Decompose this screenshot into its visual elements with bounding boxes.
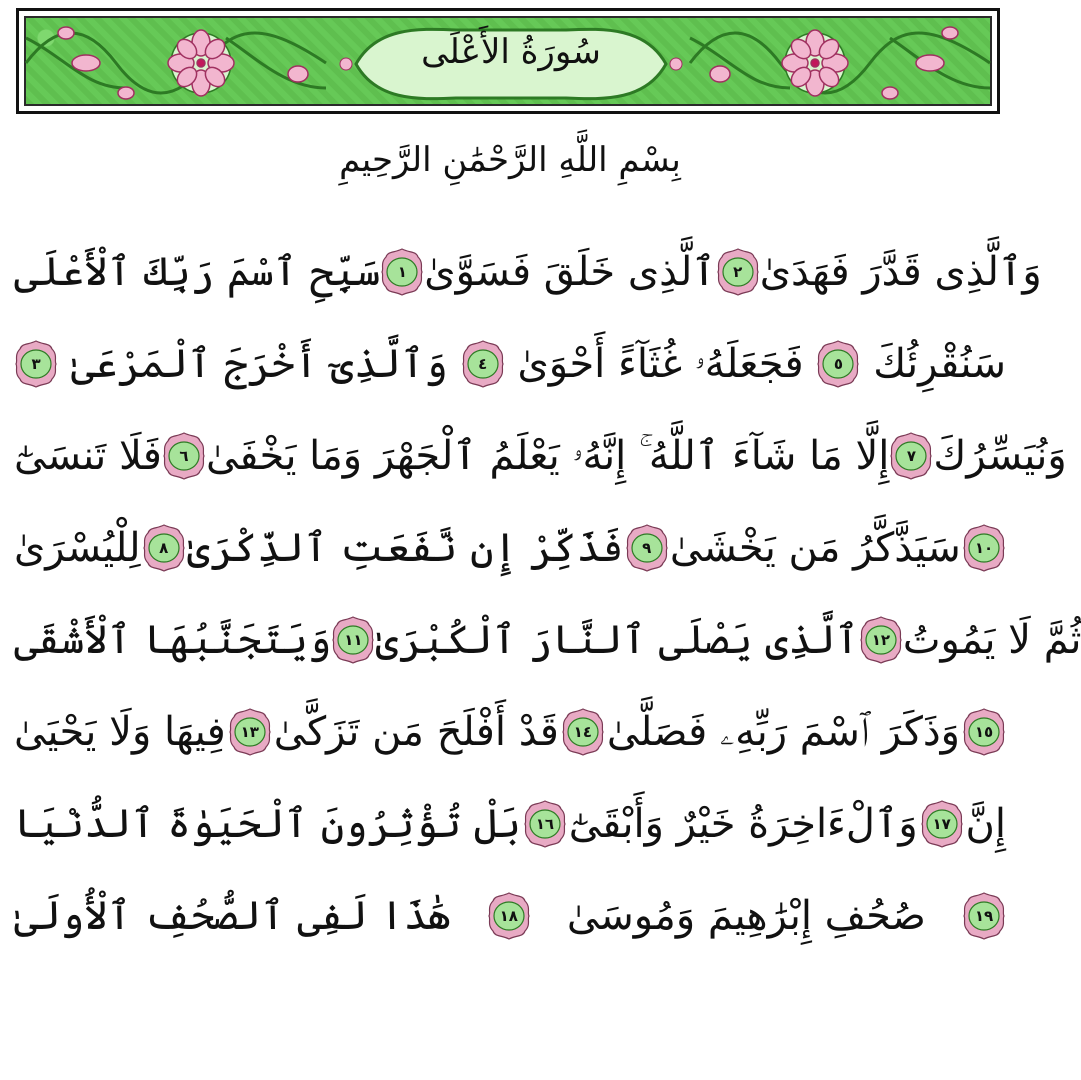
verse-line (14, 226, 1042, 318)
ayah-number-marker (716, 247, 760, 297)
verse-line (14, 502, 1006, 594)
banner-ornament (24, 16, 992, 106)
verse-text: صُحُفِ إِبْرَٰهِيمَ وَمُوسَىٰ (566, 893, 926, 939)
verse-text: سَنُقْرِئُكَ (873, 341, 1006, 387)
surah-header-banner (16, 8, 1000, 114)
verse-text: هَٰذَا لَفِى ٱلصُّحُفِ ٱلْأُولَىٰ (14, 893, 451, 939)
verse-text: إِلَّا مَا شَآءَ ٱللَّهُ ۚ إِنَّهُۥ يَعْلَمُ ٱلْجَهْرَ وَمَا يَخْفَىٰ (205, 433, 890, 479)
ayah-number: ٤ (478, 355, 488, 373)
ayah-number: ١٩ (974, 907, 994, 925)
verse-text: وَيَتَجَنَّبُهَا ٱلْأَشْقَى (14, 617, 332, 663)
verse-text: وَٱلَّذِى قَدَّرَ فَهَدَىٰ (759, 249, 1042, 295)
ayah-number: ٦ (179, 447, 189, 465)
ayah-number: ٥ (833, 355, 844, 373)
ayah-number-marker (962, 707, 1006, 757)
right-floral-ornament (690, 18, 990, 108)
ayah-number-marker (14, 339, 58, 389)
ayah-number: ١٢ (871, 631, 891, 649)
ayah-number: ١١ (344, 631, 363, 649)
ayah-number: ١٨ (499, 907, 518, 925)
verse-text: فِيهَا وَلَا يَحْيَىٰ (14, 709, 226, 755)
verse-line (14, 778, 1006, 870)
ayah-number-marker (859, 615, 903, 665)
ayah-number-marker (487, 891, 531, 941)
ayah-number-marker (461, 339, 505, 389)
verse-text: قَدْ أَفْلَحَ مَن تَزَكَّىٰ (273, 709, 559, 755)
verse-text: سَيَذَّكَّرُ مَن يَخْشَىٰ (669, 525, 961, 571)
ayah-number-marker (331, 615, 375, 665)
ayah-number-marker (228, 707, 272, 757)
verse-line (14, 594, 1081, 686)
verse-text: لِلْيُسْرَىٰ (14, 525, 141, 571)
verse-text: ثُمَّ لَا يَمُوتُ (902, 617, 1081, 663)
ayah-number: ١٤ (573, 723, 592, 741)
ayah-number: ١٦ (535, 815, 554, 833)
verse-line (14, 318, 1006, 410)
ayah-number: ٧ (906, 447, 916, 465)
ayah-number: ١٥ (974, 723, 994, 741)
ayah-number-marker (380, 247, 424, 297)
ayah-number: ١٠ (974, 539, 994, 557)
ayah-number-marker (816, 339, 860, 389)
verse-text: وَٱلَّذِىٓ أَخْرَجَ ٱلْمَرْعَىٰ (70, 341, 448, 387)
ayah-number-marker (523, 799, 567, 849)
ayah-number-marker (889, 431, 933, 481)
verse-text: بَلْ تُؤْثِرُونَ ٱلْحَيَوٰةَ ٱلدُّنْيَا (14, 801, 521, 847)
verse-text: إِنَّ (965, 801, 1006, 847)
ayah-number-marker (962, 523, 1006, 573)
ayah-number: ١٣ (240, 723, 259, 741)
ayah-number: ٢ (733, 263, 743, 281)
ayah-number-marker (920, 799, 964, 849)
verse-line (14, 686, 1006, 778)
ayah-number: ٣ (31, 355, 41, 373)
ayah-number: ٩ (642, 539, 652, 557)
ayah-number-marker (962, 891, 1006, 941)
verse-text: فَلَا تَنسَىٰٓ (14, 433, 162, 479)
verse-text: وَذَكَرَ ٱسْمَ رَبِّهِۦ فَصَلَّىٰ (606, 709, 960, 755)
verse-text: وَٱلْءَاخِرَةُ خَيْرٌ وَأَبْقَىٰٓ (568, 801, 918, 847)
verse-text: ٱلَّذِى خَلَقَ فَسَوَّىٰ (424, 249, 716, 295)
ayah-number: ٨ (159, 539, 169, 557)
verse-text: وَنُيَسِّرُكَ (933, 433, 1067, 479)
verse-text: فَذَكِّرْ إِن نَّفَعَتِ ٱلذِّكْرَىٰ (186, 525, 624, 571)
verse-lines (14, 226, 1081, 962)
verse-line (14, 410, 1067, 502)
verse-text: سَبِّحِ ٱسْمَ رَبِّكَ ٱلْأَعْلَى (14, 249, 381, 295)
surah-title: سُورَةُ الأَعْلَى (421, 32, 601, 72)
ayah-number-marker (625, 523, 669, 573)
left-floral-ornament (26, 18, 326, 108)
ayah-number-marker (561, 707, 605, 757)
ayah-number: ١٧ (932, 815, 951, 833)
verse-text: فَجَعَلَهُۥ غُثَآءً أَحْوَىٰ (517, 341, 804, 387)
ayah-number: ١ (397, 263, 407, 281)
basmala: بِسْمِ اللَّهِ الرَّحْمَٰنِ الرَّحِيمِ (339, 140, 681, 180)
verse-text: ٱلَّذِى يَصْلَى ٱلنَّارَ ٱلْكُبْرَىٰ (375, 617, 859, 663)
ayah-number-marker (142, 523, 186, 573)
verse-line (14, 870, 1006, 962)
ayah-number-marker (162, 431, 206, 481)
